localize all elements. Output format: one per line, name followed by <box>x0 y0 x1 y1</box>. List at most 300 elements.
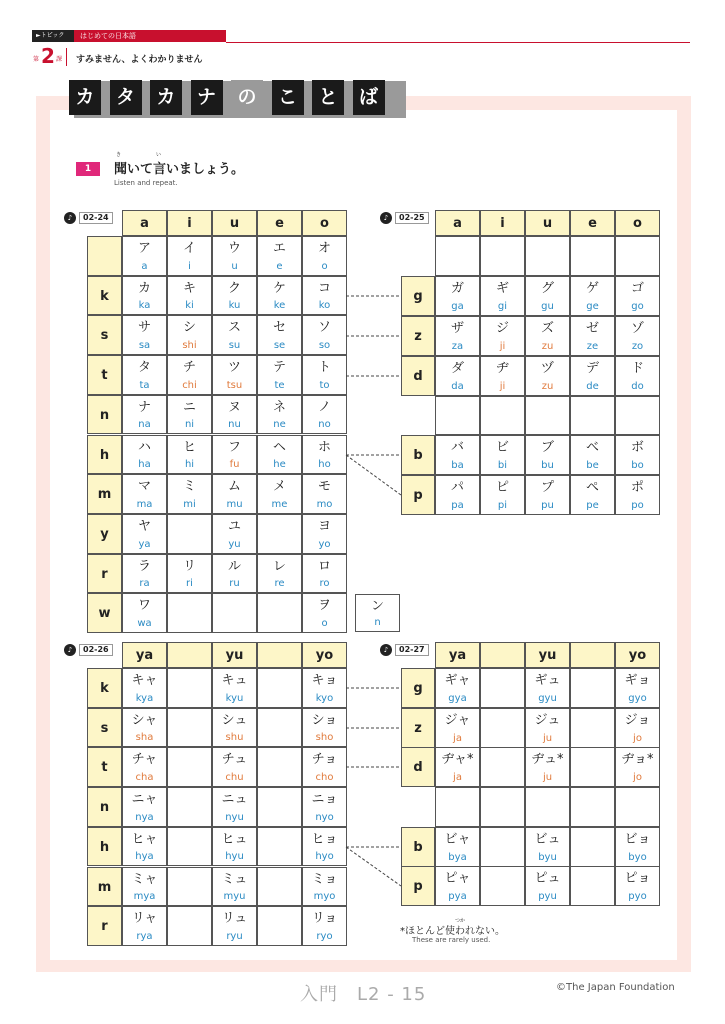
kana-cell <box>257 315 302 355</box>
lesson-suffix: 課 <box>56 56 63 63</box>
katakana: ト <box>317 360 331 376</box>
kana-cell <box>525 708 570 748</box>
katakana: ロ <box>317 558 331 574</box>
romaji: myu <box>223 891 246 903</box>
column-header <box>257 642 302 668</box>
kana-cell <box>122 668 167 708</box>
empty-cell <box>480 396 525 436</box>
katakana: ヨ <box>317 518 331 534</box>
row-header: m <box>87 474 122 514</box>
romaji: a <box>141 260 148 272</box>
kana-cell <box>212 668 257 708</box>
romaji: me <box>271 498 288 510</box>
romaji: pya <box>448 890 467 902</box>
kana-cell <box>302 435 347 475</box>
kana-cell <box>435 276 480 316</box>
kana-cell <box>122 747 167 787</box>
audio-track[interactable] <box>64 211 113 225</box>
kana-cell <box>257 355 302 395</box>
romaji: ka <box>138 300 151 312</box>
romaji: bo <box>631 459 644 471</box>
row-header: s <box>87 315 122 355</box>
katakana: チ <box>182 360 196 376</box>
romaji: ko <box>318 300 331 312</box>
katakana: ン <box>370 599 384 614</box>
kana-cell <box>525 316 570 356</box>
column-header: yu <box>525 642 570 668</box>
row-header: g <box>401 668 435 708</box>
romaji: cha <box>135 772 154 784</box>
katakana: ブ <box>540 440 554 455</box>
banner-char: こ <box>272 80 304 115</box>
romaji: ki <box>185 300 194 312</box>
romaji: yo <box>318 538 331 550</box>
romaji: ha <box>138 459 151 471</box>
romaji: nyu <box>225 811 244 823</box>
lesson-divider <box>66 48 67 66</box>
kana-cell <box>302 708 347 748</box>
kana-cell <box>302 906 347 946</box>
kana-cell <box>435 316 480 356</box>
lesson-prefix: 第 <box>33 56 40 63</box>
kana-cell <box>212 276 257 316</box>
kana-cell <box>435 827 480 867</box>
katakana: マ <box>137 479 151 495</box>
katakana: ソ <box>317 320 331 336</box>
kana-cell <box>435 708 480 748</box>
katakana: ピョ <box>624 871 651 886</box>
katakana: モ <box>317 479 331 495</box>
row-header: r <box>87 554 122 594</box>
kana-cell <box>257 554 302 594</box>
katakana: オ <box>317 241 331 256</box>
kana-cell <box>302 236 347 276</box>
kana-cell <box>525 356 570 396</box>
row-header: s <box>87 708 122 748</box>
track-code: 02-24 <box>79 212 113 224</box>
katakana: セ <box>272 320 286 336</box>
empty-cell <box>257 668 302 708</box>
romaji: hyu <box>225 851 244 863</box>
kana-cell <box>212 787 257 827</box>
kana-cell <box>167 395 212 435</box>
lesson-number: 2 <box>41 44 55 68</box>
romaji: cho <box>315 772 334 784</box>
katakana: メ <box>272 479 286 495</box>
kana-cell <box>212 474 257 514</box>
empty-cell <box>480 827 525 867</box>
empty-cell <box>615 787 660 827</box>
katakana: キョ <box>311 673 338 688</box>
kana-cell <box>167 355 212 395</box>
romaji: ga <box>451 300 464 312</box>
romaji: bya <box>448 851 467 863</box>
kana-cell <box>122 787 167 827</box>
empty-cell <box>480 236 525 276</box>
romaji: hi <box>184 459 195 471</box>
romaji: ju <box>542 771 553 783</box>
romaji: o <box>321 617 328 629</box>
romaji: jo <box>633 732 642 744</box>
katakana: ヂャ* <box>441 752 474 767</box>
katakana: ピュ <box>534 871 561 886</box>
kana-cell <box>212 593 257 633</box>
kana-cell <box>122 315 167 355</box>
romaji: za <box>451 340 464 352</box>
romaji: n <box>374 617 381 628</box>
empty-cell <box>435 236 480 276</box>
katakana: シュ <box>221 712 248 728</box>
kana-cell <box>302 315 347 355</box>
katakana: ギュ <box>534 673 561 688</box>
kana-cell <box>302 355 347 395</box>
katakana: ツ <box>227 360 241 376</box>
katakana: リ <box>182 558 196 574</box>
romaji: be <box>586 459 599 471</box>
column-header: i <box>480 210 525 236</box>
katakana: リャ <box>131 911 158 927</box>
romaji: gyu <box>538 692 557 704</box>
kana-cell <box>525 668 570 708</box>
kana-cell <box>167 236 212 276</box>
kana-cell <box>212 435 257 475</box>
kana-cell <box>212 355 257 395</box>
row-header: z <box>401 708 435 748</box>
romaji: ra <box>139 578 150 590</box>
lesson-title: すみません、よくわかりません <box>76 55 203 65</box>
romaji: sho <box>315 732 334 744</box>
kana-cell <box>480 475 525 515</box>
row-header: y <box>87 514 122 554</box>
banner-char: ば <box>353 80 385 115</box>
kana-cell <box>167 514 212 554</box>
katakana: ス <box>227 320 241 336</box>
romaji: na <box>138 419 151 431</box>
romaji: ryu <box>226 930 243 942</box>
romaji: jo <box>633 771 642 783</box>
katakana: ヂ <box>495 361 509 376</box>
banner-char: ナ <box>191 80 223 115</box>
kana-cell <box>435 435 480 475</box>
empty-cell <box>570 827 615 867</box>
column-header: u <box>525 210 570 236</box>
katakana: ワ <box>137 598 151 614</box>
katakana: ギャ <box>444 673 471 688</box>
katakana: ビ <box>495 440 509 455</box>
romaji: ji <box>499 380 506 392</box>
empty-cell <box>480 668 525 708</box>
romaji: he <box>273 459 286 471</box>
column-header: o <box>302 210 347 236</box>
romaji: tsu <box>226 379 243 391</box>
katakana: ム <box>227 479 241 495</box>
kana-cell <box>122 276 167 316</box>
row-header: h <box>87 435 122 475</box>
kana-cell <box>525 435 570 475</box>
katakana: テ <box>272 360 286 376</box>
katakana: ル <box>227 558 241 574</box>
romaji: e <box>276 260 283 272</box>
romaji: do <box>631 380 644 392</box>
romaji: o <box>321 260 328 272</box>
empty-cell <box>525 236 570 276</box>
romaji: myo <box>313 891 336 903</box>
empty-cell <box>570 708 615 748</box>
row-header: h <box>87 827 122 867</box>
romaji: de <box>586 380 599 392</box>
empty-cell <box>257 827 302 867</box>
katakana: ヅ <box>540 361 554 376</box>
column-header: a <box>122 210 167 236</box>
romaji: ja <box>453 732 462 744</box>
column-header: o <box>615 210 660 236</box>
katakana: ニョ <box>311 792 338 808</box>
kana-cell <box>212 906 257 946</box>
audio-track[interactable] <box>64 643 113 657</box>
romaji: se <box>273 340 286 352</box>
footnote: *ほとんど使われない。 <box>400 926 505 937</box>
kana-cell <box>302 668 347 708</box>
column-header <box>480 642 525 668</box>
column-header <box>570 642 615 668</box>
speaker-icon: ♪ <box>64 212 76 224</box>
speaker-icon: ♪ <box>380 212 392 224</box>
romaji: to <box>319 379 330 391</box>
romaji: ya <box>138 538 151 550</box>
empty-cell <box>257 787 302 827</box>
kana-cell <box>122 554 167 594</box>
romaji: ma <box>136 498 153 510</box>
romaji: fu <box>229 459 240 471</box>
katakana: ゲ <box>585 281 599 296</box>
katakana: コ <box>317 280 331 296</box>
kana-cell <box>122 236 167 276</box>
empty-cell <box>570 787 615 827</box>
kana-cell <box>167 554 212 594</box>
empty-cell <box>167 867 212 907</box>
romaji: pu <box>541 499 554 511</box>
romaji: so <box>318 340 331 352</box>
kana-cell <box>257 276 302 316</box>
banner-char: カ <box>69 80 101 115</box>
kana-cell <box>212 747 257 787</box>
romaji: ta <box>139 379 150 391</box>
column-header: i <box>167 210 212 236</box>
katakana: ゾ <box>630 321 644 336</box>
kana-cell <box>257 236 302 276</box>
katakana: フ <box>227 439 241 455</box>
katakana: サ <box>137 320 151 336</box>
page-number: 入門 L2 - 15 <box>300 984 427 1005</box>
romaji: ju <box>542 732 553 744</box>
romaji: go <box>631 300 644 312</box>
empty-cell <box>570 668 615 708</box>
kana-cell <box>302 474 347 514</box>
katakana: ベ <box>585 440 599 455</box>
empty-cell <box>167 827 212 867</box>
katakana: ギ <box>495 281 509 296</box>
katakana: パ <box>450 480 464 495</box>
romaji: te <box>274 379 285 391</box>
track-code: 02-26 <box>79 644 113 656</box>
romaji: byo <box>628 851 647 863</box>
empty-cell <box>167 708 212 748</box>
section-subtitle: Listen and repeat. <box>114 179 178 187</box>
kana-cell <box>257 474 302 514</box>
column-header: yo <box>302 642 347 668</box>
romaji: ze <box>586 340 599 352</box>
romaji: chi <box>182 379 197 391</box>
katakana: ピ <box>495 480 509 495</box>
header-rule <box>226 42 690 43</box>
katakana: ジャ <box>444 713 471 728</box>
empty-cell <box>480 787 525 827</box>
kana-cell <box>122 474 167 514</box>
katakana: イ <box>182 241 196 256</box>
row-header: k <box>87 276 122 316</box>
katakana: ノ <box>317 399 331 415</box>
kana-cell <box>615 356 660 396</box>
kana-cell <box>615 708 660 748</box>
katakana: ゴ <box>630 281 644 296</box>
romaji: mu <box>226 498 243 510</box>
katakana: バ <box>450 440 464 455</box>
row-header: d <box>401 356 435 396</box>
kana-cell <box>302 747 347 787</box>
romaji: wa <box>137 617 152 629</box>
romaji: pi <box>497 499 508 511</box>
speaker-icon: ♪ <box>64 644 76 656</box>
katakana: ミ <box>182 479 196 495</box>
romaji: chu <box>225 772 244 784</box>
kana-cell <box>435 866 480 906</box>
katakana: キ <box>182 280 196 296</box>
empty-cell <box>167 747 212 787</box>
romaji: kyo <box>315 692 334 704</box>
katakana: ギョ <box>624 673 651 688</box>
kana-cell <box>122 355 167 395</box>
kana-cell <box>122 906 167 946</box>
romaji: shu <box>225 732 244 744</box>
kana-cell <box>435 747 480 787</box>
empty-cell <box>167 668 212 708</box>
katakana: ミュ <box>221 871 248 887</box>
romaji: no <box>318 419 331 431</box>
kana-cell <box>570 435 615 475</box>
romaji: ho <box>318 459 331 471</box>
kana-cell <box>302 554 347 594</box>
kana-cell <box>212 867 257 907</box>
kana-cell <box>480 435 525 475</box>
empty-cell <box>480 866 525 906</box>
katakana: エ <box>272 241 286 256</box>
romaji: nu <box>228 419 241 431</box>
empty-cell <box>480 747 525 787</box>
kana-cell <box>212 514 257 554</box>
kana-cell <box>257 514 302 554</box>
track-code: 02-25 <box>395 212 429 224</box>
katakana: ビュ <box>534 832 561 847</box>
katakana: ナ <box>137 399 151 415</box>
empty-cell <box>615 236 660 276</box>
kana-cell <box>615 747 660 787</box>
romaji: pyo <box>628 890 647 902</box>
romaji: hya <box>135 851 154 863</box>
katakana: ネ <box>272 399 286 415</box>
katakana: リョ <box>311 911 338 927</box>
katakana: タ <box>137 360 151 376</box>
banner-char: カ <box>150 80 182 115</box>
romaji: bu <box>541 459 554 471</box>
audio-track[interactable] <box>380 643 429 657</box>
katakana: ゼ <box>585 321 599 336</box>
kana-cell <box>122 708 167 748</box>
kana-cell <box>525 475 570 515</box>
katakana: デ <box>585 361 599 376</box>
footnote-translation: These are rarely used. <box>412 936 491 944</box>
romaji: su <box>228 340 241 352</box>
column-header <box>167 642 212 668</box>
romaji: yu <box>228 538 241 550</box>
katakana: ヂュ* <box>531 752 564 767</box>
empty-cell <box>570 866 615 906</box>
section-title: 聞いて言いましょう。 <box>114 162 245 177</box>
katakana: ジョ <box>624 713 651 728</box>
kana-cell <box>122 827 167 867</box>
row-header: b <box>401 827 435 867</box>
row-header: z <box>401 316 435 356</box>
furigana: き <box>116 152 122 158</box>
katakana: プ <box>540 480 554 495</box>
romaji: mi <box>183 498 196 510</box>
katakana: ショ <box>311 712 338 728</box>
row-header: d <box>401 747 435 787</box>
romaji: da <box>451 380 464 392</box>
kana-cell <box>480 316 525 356</box>
katakana: ジュ <box>534 713 561 728</box>
kana-cell <box>302 827 347 867</box>
empty-cell <box>167 787 212 827</box>
kana-cell <box>257 593 302 633</box>
katakana: ペ <box>585 480 599 495</box>
audio-track[interactable] <box>380 211 429 225</box>
katakana: ニャ <box>131 792 158 808</box>
kana-cell <box>167 474 212 514</box>
katakana: キュ <box>221 673 248 688</box>
row-header: p <box>401 475 435 515</box>
kana-cell <box>355 594 400 632</box>
romaji: gyo <box>628 692 647 704</box>
romaji: sha <box>135 732 154 744</box>
empty-cell <box>525 787 570 827</box>
kana-cell <box>302 514 347 554</box>
kana-cell <box>570 475 615 515</box>
kana-cell <box>615 316 660 356</box>
katakana: リュ <box>221 911 248 927</box>
katakana: ヒャ <box>131 831 158 847</box>
katakana: ハ <box>137 439 151 455</box>
furigana: い <box>156 152 162 158</box>
kana-cell <box>212 554 257 594</box>
furigana: つか <box>455 918 466 924</box>
empty-cell <box>480 708 525 748</box>
romaji: re <box>274 578 285 590</box>
katakana: キャ <box>131 673 158 688</box>
empty-cell <box>257 867 302 907</box>
romaji: gi <box>497 300 508 312</box>
katakana: ケ <box>272 280 286 296</box>
row-header: r <box>87 906 122 946</box>
